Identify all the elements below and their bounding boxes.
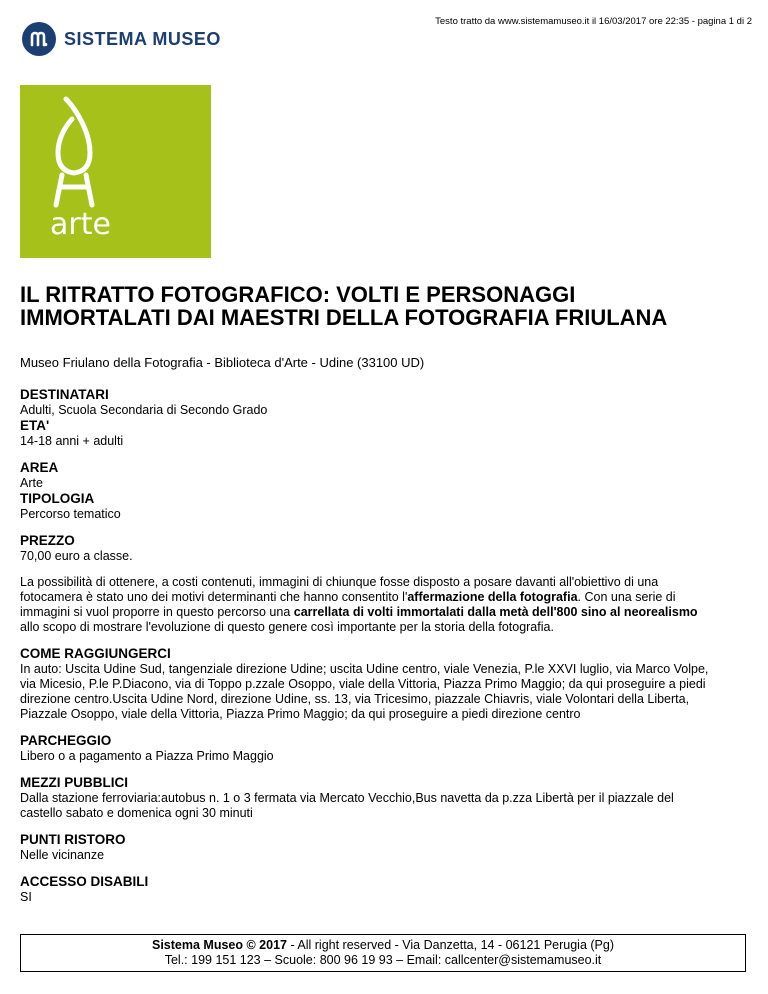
footer: [20, 934, 746, 972]
tipologia-value: Percorso tematico: [20, 507, 121, 521]
accesso-disabili-value: SI: [20, 890, 32, 904]
come-raggiungerci-title: COME RAGGIUNGERCI: [20, 646, 171, 661]
category-label: arte: [50, 207, 111, 242]
category-tile: [20, 85, 211, 258]
parcheggio-value: Libero o a pagamento a Piazza Primo Maggio: [20, 749, 274, 763]
description-text: La possibilità di ottenere, a costi contenuti, immagini di chiunque fosse disposto a posare davanti all'obiettivo di una fotocamera è stato uno dei motivi determinanti che hanno consentito l'affermazione della fotografia. Con una serie di immagini si vuol proporre in questo percorso una carrellata di volti immortalati dalla metà dell'800 sino al neorealismo allo scopo di mostrare l'evoluzione di questo genere così importante per la storia della fotografia.: [20, 575, 698, 634]
details-content: [20, 387, 710, 905]
prezzo-title: PREZZO: [20, 533, 75, 548]
parcheggio-title: PARCHEGGIO: [20, 733, 112, 748]
eta-value: 14-18 anni + adulti: [20, 434, 124, 448]
area-title: AREA: [20, 460, 59, 475]
logo-text: SISTEMA MUSEO: [64, 28, 221, 49]
area-value: Arte: [20, 476, 43, 490]
accesso-disabili-title: ACCESSO DISABILI: [20, 874, 149, 889]
description-bold-1: affermazione della fotografia: [407, 590, 578, 604]
punti-ristoro-title: PUNTI RISTORO: [20, 832, 126, 847]
punti-ristoro-value: Nelle vicinanze: [20, 848, 105, 862]
header-note: Testo tratto da www.sistemamuseo.it il 16/03/2017 ore 22:35 - pagina 1 di 2: [435, 16, 752, 27]
page-title: IL RITRATTO FOTOGRAFICO: VOLTI E PERSONAGGI IMMORTALATI DAI MAESTRI DELLA FOTOGRAFIA FRIULANA: [20, 282, 668, 330]
footer-line-1: Sistema Museo © 2017 - All right reserved - Via Danzetta, 14 - 06121 Perugia (Pg): [152, 938, 614, 952]
prezzo-value: 70,00 euro a classe.: [20, 549, 133, 563]
mezzi-pubblici-value: Dalla stazione ferroviaria:autobus n. 1 o 3 fermata via Mercato Vecchio,Bus navetta da p.zza Libertà per il piazzale del castello sabato e domenica ogni 30 minuti: [20, 791, 674, 820]
tipologia-title: TIPOLOGIA: [20, 491, 95, 506]
logo-mark-icon: [22, 22, 56, 56]
eta-title: ETA': [20, 418, 50, 433]
venue-text: Museo Friulano della Fotografia - Biblioteca d'Arte - Udine (33100 UD): [20, 355, 425, 370]
sistema-museo-logo[interactable]: [22, 22, 221, 56]
destinatari-value: Adulti, Scuola Secondaria di Secondo Grado: [20, 403, 268, 417]
drop-figure-icon: [42, 95, 122, 215]
come-raggiungerci-value: In auto: Uscita Udine Sud, tangenziale direzione Udine; uscita Udine centro, viale Venezia, P.le XXVI luglio, via Marco Volpe, via Micesio, P.le P.Diacono, via di Toppo p.zzale Osoppo, viale della Vittoria, Piazza Primo Maggio; da qui proseguire a piedi direzione centro.Uscita Udine Nord, direzione Udine, ss. 13, via Tricesimo, piazzale Chiavris, viale Volontari della Liberta, Piazzale Osoppo, viale della Vittoria, Piazza Primo Maggio; da qui proseguire a piedi direzione centro: [20, 662, 709, 721]
mezzi-pubblici-title: MEZZI PUBBLICI: [20, 775, 128, 790]
footer-brand: Sistema Museo © 2017: [152, 938, 287, 952]
destinatari-title: DESTINATARI: [20, 387, 109, 402]
description-bold-2: carrellata di volti immortalati dalla metà dell'800 sino al neorealismo: [293, 605, 698, 619]
footer-line-2: Tel.: 199 151 123 – Scuole: 800 96 19 93 – Email: callcenter@sistemamuseo.it: [164, 953, 602, 967]
